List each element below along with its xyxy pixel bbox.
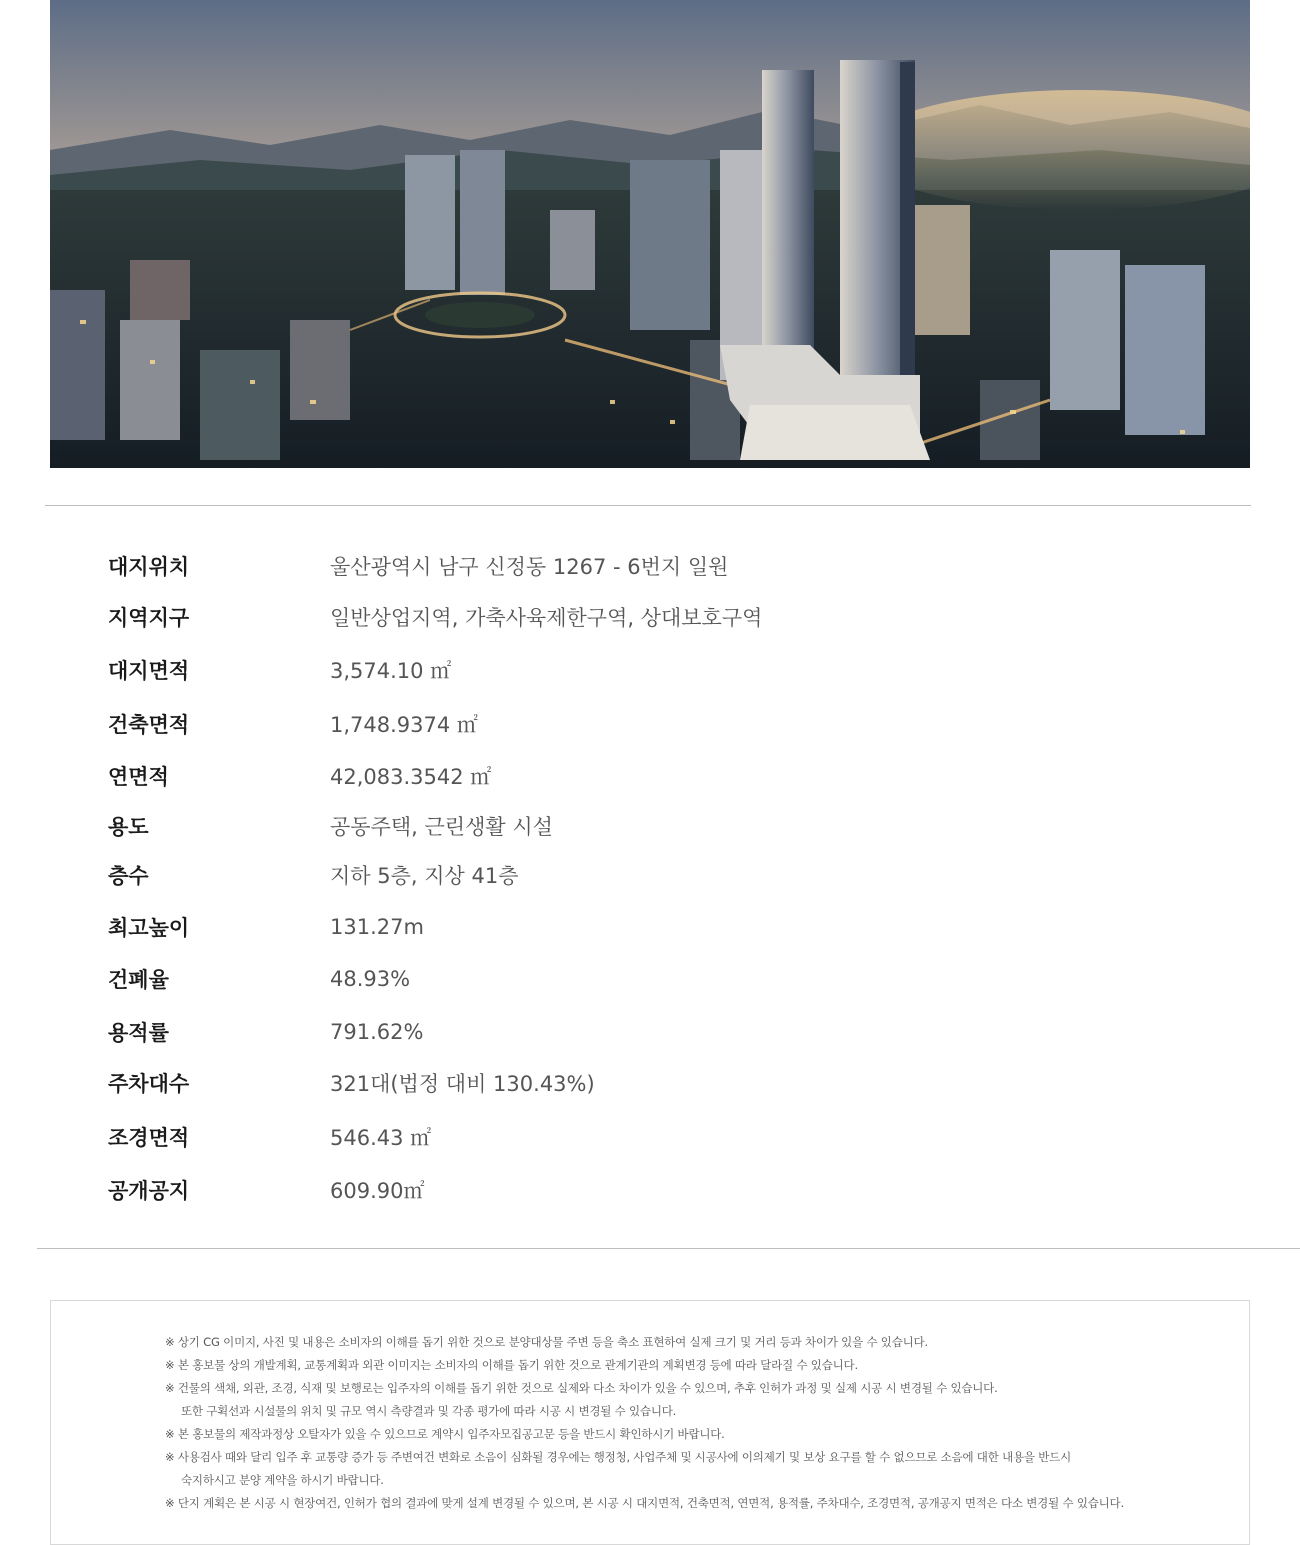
spec-value: 일반상업지역, 가축사육제한구역, 상대보호구역 <box>330 606 763 630</box>
disclaimer-box <box>50 1300 1250 1545</box>
city-skyline-illustration <box>50 0 1250 468</box>
spec-row-public-open-space <box>108 1170 1208 1210</box>
spec-label: 지역지구 <box>108 606 190 630</box>
section-divider <box>45 505 1251 506</box>
spec-value: 131.27m <box>330 915 424 939</box>
disclaimer-item: 숙지하시고 분양 계약을 하시기 바랍니다. <box>181 1473 384 1487</box>
disclaimer-item: ※ 본 홍보물의 제작과정상 오탈자가 있을 수 있으므로 계약시 입주자모집공고문 등을 반드시 확인하시기 바랍니다. <box>165 1427 725 1441</box>
spec-value: 공동주택, 근린생활 시설 <box>330 815 553 839</box>
disclaimer-item: ※ 단지 계획은 본 시공 시 현장여건, 인허가 협의 결과에 맞게 설계 변경될 수 있으며, 본 시공 시 대지면적, 건축면적, 연면적, 용적률, 주차대수, 조경면적, 공개공지 면적은 다소 변경될 수 있습니다. <box>165 1496 1124 1510</box>
spec-row-coverage-ratio <box>108 959 1208 999</box>
spec-label: 대지위치 <box>108 555 190 579</box>
spec-row-parking <box>108 1063 1208 1103</box>
disclaimer-item: ※ 본 홍보물 상의 개발계획, 교통계획과 외관 이미지는 소비자의 이해를 돕기 위한 것으로 관계기관의 계획변경 등에 따라 달라질 수 있습니다. <box>165 1358 858 1372</box>
spec-value: 609.90㎡ <box>330 1179 425 1203</box>
spec-label: 층수 <box>108 864 149 888</box>
spec-label: 건축면적 <box>108 713 190 737</box>
spec-row-site-location <box>108 546 1208 586</box>
spec-label: 최고높이 <box>108 916 190 940</box>
spec-value: 546.43 ㎡ <box>330 1126 432 1150</box>
spec-row-floors <box>108 855 1208 895</box>
spec-row-site-area <box>108 650 1208 690</box>
spec-value: 3,574.10 ㎡ <box>330 659 452 683</box>
spec-value: 지하 5층, 지상 41층 <box>330 864 519 888</box>
spec-value: 791.62% <box>330 1020 424 1044</box>
spec-value: 울산광역시 남구 신정동 1267 - 6번지 일원 <box>330 555 729 579</box>
spec-row-zoning <box>108 597 1208 637</box>
spec-row-floor-area-ratio <box>108 1012 1208 1052</box>
disclaimer-item: ※ 상기 CG 이미지, 사진 및 내용은 소비자의 이해를 돕기 위한 것으로 분양대상물 주변 등을 축소 표현하여 실제 크기 및 거리 등과 차이가 있을 수 있습니다. <box>165 1335 928 1349</box>
spec-row-usage <box>108 806 1208 846</box>
disclaimer-item: ※ 사용검사 때와 달리 입주 후 교통량 증가 등 주변여건 변화로 소음이 심화될 경우에는 행정청, 사업주체 및 시공사에 이의제기 및 보상 요구를 할 수 없으므로 소음에 대한 내용을 반드시 <box>165 1450 1071 1464</box>
spec-value: 321대(법정 대비 130.43%) <box>330 1072 595 1096</box>
spec-label: 대지면적 <box>108 659 190 683</box>
spec-row-max-height <box>108 907 1208 947</box>
disclaimer-item: 또한 구획선과 시설물의 위치 및 규모 역시 측량결과 및 각종 평가에 따라 시공 시 변경될 수 있습니다. <box>181 1404 677 1418</box>
disclaimer-item: ※ 건물의 색채, 외관, 조경, 식재 및 보행로는 입주자의 이해를 돕기 위한 것으로 실제와 다소 차이가 있을 수 있으며, 추후 인허가 과정 및 실제 시공 시 변경될 수 있습니다. <box>165 1381 998 1395</box>
spec-value: 1,748.9374 ㎡ <box>330 713 478 737</box>
spec-label: 공개공지 <box>108 1179 190 1203</box>
spec-row-landscape-area <box>108 1117 1208 1157</box>
spec-row-total-floor-area <box>108 756 1208 796</box>
spec-label: 건폐율 <box>108 968 169 992</box>
spec-value: 42,083.3542 ㎡ <box>330 765 492 789</box>
spec-label: 주차대수 <box>108 1072 190 1096</box>
spec-label: 조경면적 <box>108 1126 190 1150</box>
hero-rendering-image <box>50 0 1250 468</box>
disclaimer-list <box>165 1331 1225 1515</box>
spec-label: 연면적 <box>108 765 169 789</box>
spec-value: 48.93% <box>330 967 411 991</box>
section-divider <box>37 1248 1300 1249</box>
spec-label: 용도 <box>108 815 149 839</box>
spec-label: 용적률 <box>108 1021 169 1045</box>
spec-row-building-area <box>108 704 1208 744</box>
